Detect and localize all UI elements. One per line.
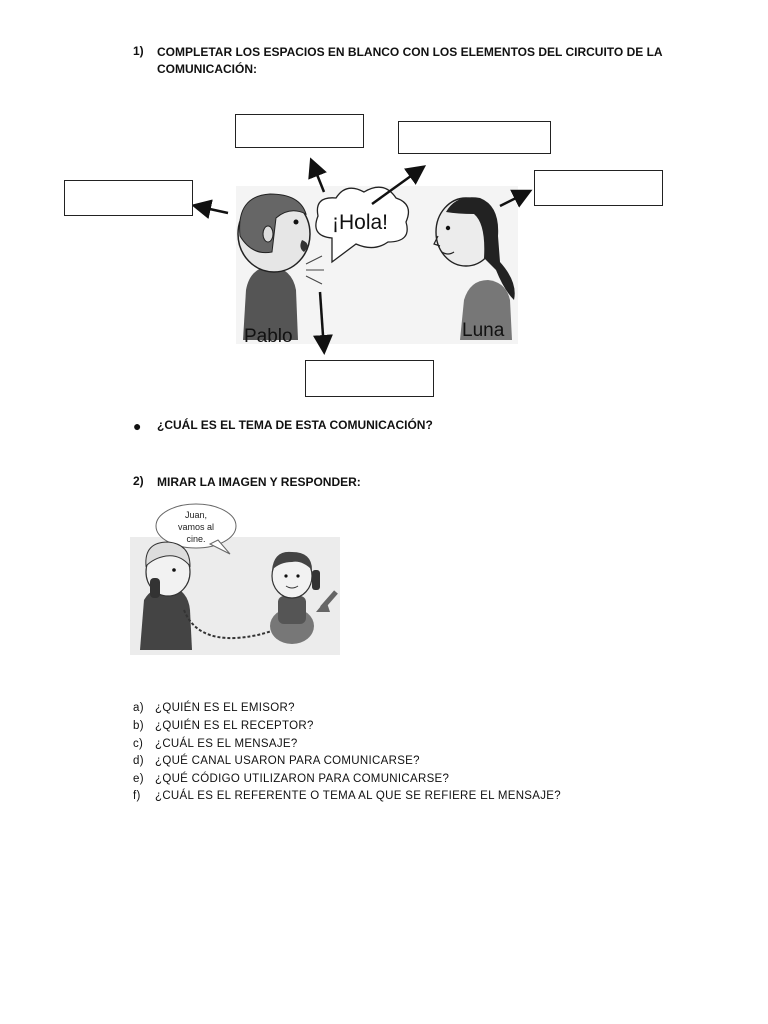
phone-call-illustration <box>126 500 346 660</box>
question-text: ¿QUÉ CANAL USARON PARA COMUNICARSE? <box>155 755 420 767</box>
blank-box-left[interactable] <box>64 180 193 216</box>
section1-number: 1) <box>133 44 144 58</box>
question-label: a) <box>133 702 144 714</box>
section2-number: 2) <box>133 474 144 488</box>
question-label: c) <box>133 738 144 750</box>
blank-box-right[interactable] <box>534 170 663 206</box>
bubble-text: ¡Hola! <box>332 211 389 234</box>
question-a <box>133 702 295 714</box>
section1-heading-line2: COMUNICACIÓN: <box>157 62 257 76</box>
bubble-line2: vamos al <box>177 522 215 532</box>
question-label: b) <box>133 720 144 732</box>
grandmother-figure-icon <box>140 542 192 650</box>
pablo-name-label: Pablo <box>244 326 293 347</box>
blank-box-bottom[interactable] <box>305 360 434 397</box>
arrow-to-left-box <box>196 206 228 213</box>
luna-name-label: Luna <box>462 320 505 341</box>
bubble-line1: Juan, <box>184 510 208 520</box>
question-d <box>133 755 420 767</box>
section1-heading-line1: COMPLETAR LOS ESPACIOS EN BLANCO CON LOS ELEMENTOS DEL CIRCUITO DE LA <box>157 45 663 59</box>
question-text: ¿CUÁL ES EL MENSAJE? <box>155 738 298 750</box>
question-text: ¿CUÁL ES EL REFERENTE O TEMA AL QUE SE REFIERE EL MENSAJE? <box>155 790 561 802</box>
question-b <box>133 720 314 732</box>
question-e <box>133 773 449 785</box>
blank-box-top-right[interactable] <box>398 121 551 154</box>
question-label: f) <box>133 790 141 802</box>
blank-box-top-left[interactable] <box>235 114 364 148</box>
bullet-icon: ● <box>133 418 142 434</box>
question-text: ¿QUIÉN ES EL EMISOR? <box>155 702 295 714</box>
question-f <box>133 790 561 802</box>
bullet-question: ¿CUÁL ES EL TEMA DE ESTA COMUNICACIÓN? <box>157 418 433 432</box>
section2-heading: MIRAR LA IMAGEN Y RESPONDER: <box>157 475 361 489</box>
question-label: e) <box>133 773 144 785</box>
question-text: ¿QUÉ CÓDIGO UTILIZARON PARA COMUNICARSE? <box>155 773 450 785</box>
question-label: d) <box>133 755 144 767</box>
bubble-line3: cine. <box>186 534 206 544</box>
question-text: ¿QUIÉN ES EL RECEPTOR? <box>155 720 314 732</box>
question-c <box>133 738 298 750</box>
